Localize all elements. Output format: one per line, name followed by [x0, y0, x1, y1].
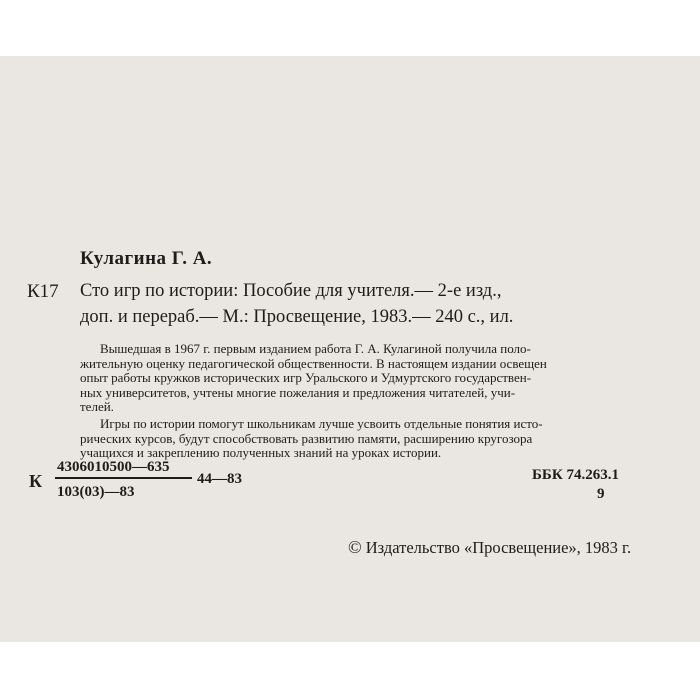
annotation-line: Вышедшая в 1967 г. первым изданием работа Г. А. Кулагиной получила поло-	[100, 341, 531, 356]
classification-side-code: 44—83	[197, 471, 242, 487]
title-line: Сто игр по истории: Пособие для учителя.— 2-е изд.,	[80, 281, 502, 301]
author-name: Кулагина Г. А.	[80, 248, 213, 269]
title-line: доп. и перераб.— М.: Просвещение, 1983.— 240 с., ил.	[80, 307, 514, 327]
copyright-text: Издательство «Просвещение», 1983 г.	[365, 538, 632, 557]
classification-letter: К	[29, 471, 43, 491]
copyright-icon: ©	[348, 537, 362, 557]
classification-denominator: 103(03)—83	[57, 484, 135, 500]
annotation-line: телей.	[80, 399, 114, 415]
annotation-line: жительную оценку педагогической общественности. В настоящем издании освещен	[80, 355, 547, 371]
annotation-line: учащихся и закреплению полученных знаний на уроках истории.	[80, 445, 442, 461]
fraction-divider	[55, 477, 192, 479]
annotation-line: опыт работы кружков исторических игр Уральского и Удмуртского государствен-	[80, 370, 532, 386]
annotation-paragraph	[80, 417, 672, 461]
classification-numerator: 4306010500—635	[57, 459, 170, 475]
catalog-code: К17	[27, 281, 59, 302]
annotation-line: Игры по истории помогут школьникам лучше усвоить отдельные понятия исто-	[100, 416, 543, 431]
annotation-paragraph	[80, 342, 672, 415]
annotation-line: ных университетов, учтены многие пожелания и предложения читателей, учи-	[80, 384, 516, 400]
bbk-code: ББК 74.263.1	[532, 467, 619, 483]
copyright-notice	[348, 537, 631, 558]
book-page	[0, 56, 700, 642]
bbk-subcode: 9	[597, 486, 605, 502]
annotation-line: рических курсов, будут способствовать развитию памяти, расширению кругозора	[80, 430, 533, 446]
